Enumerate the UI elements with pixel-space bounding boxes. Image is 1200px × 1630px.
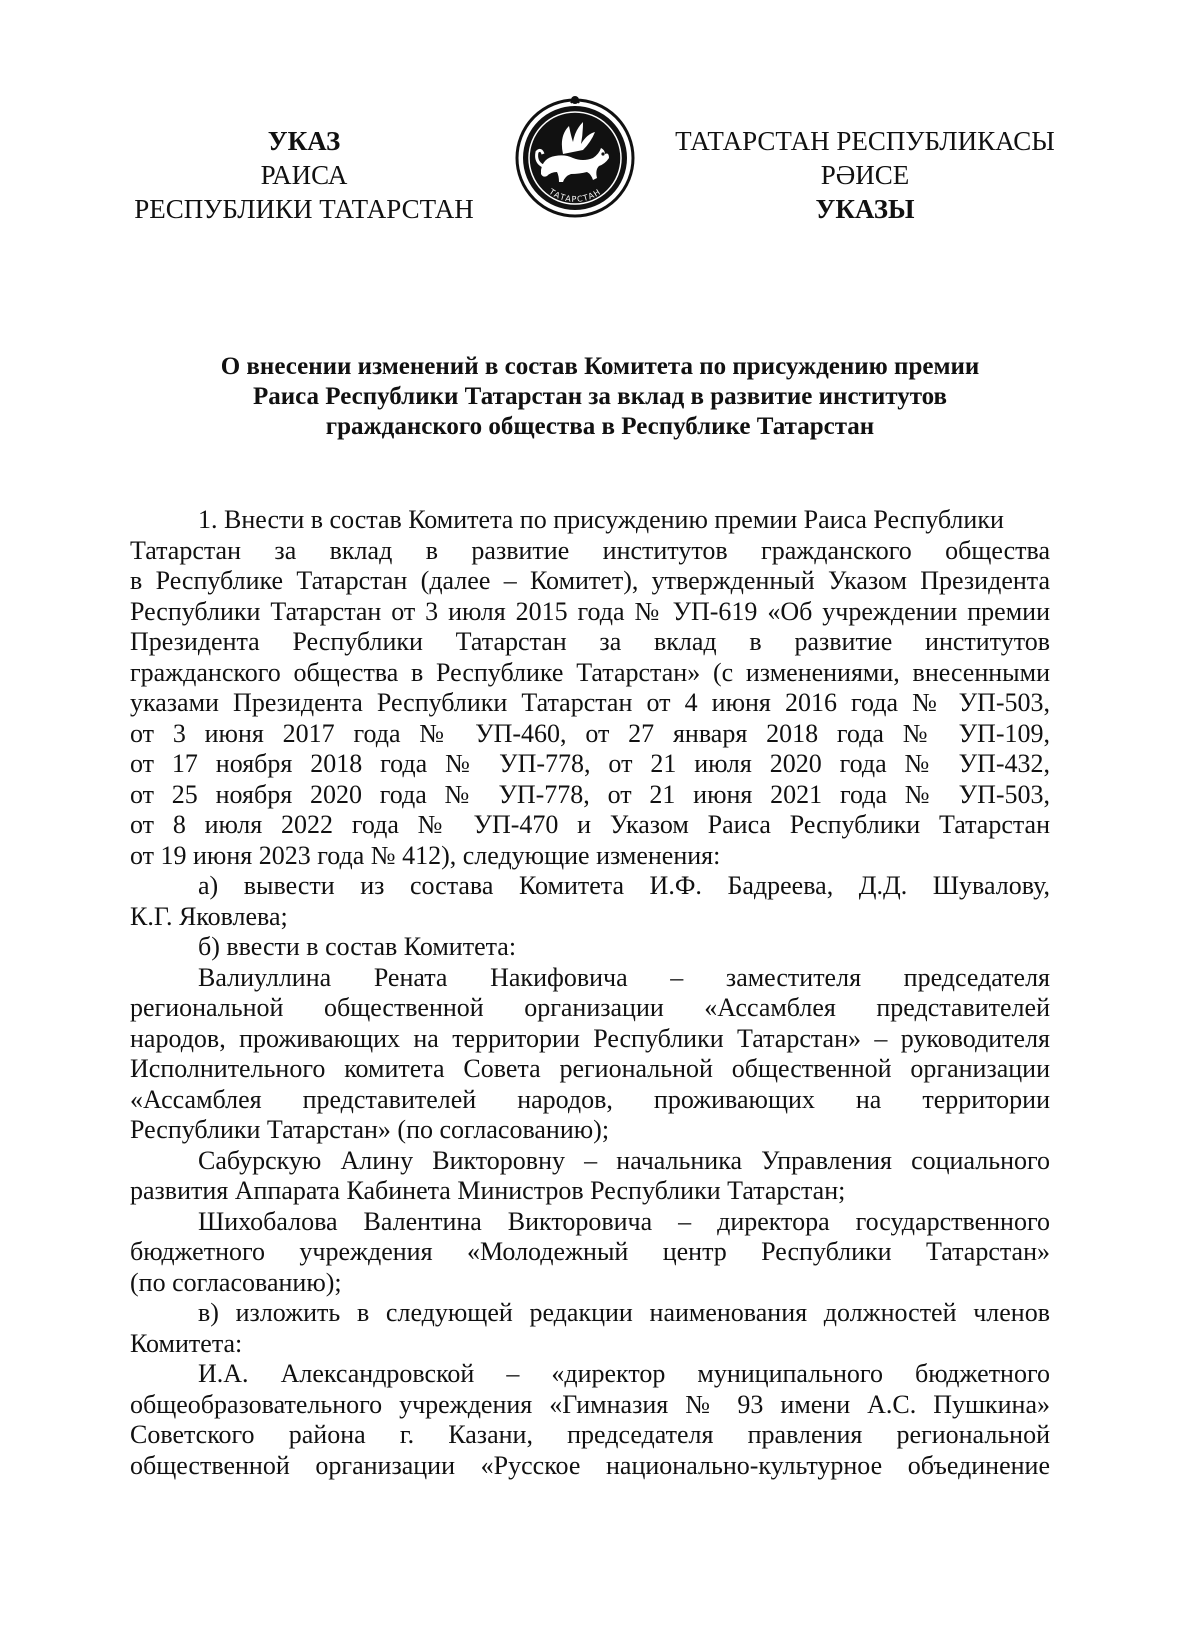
body-line: «Ассамблея представителей народов, проживающих на территории [130, 1084, 1050, 1114]
body-line: К.Г. Яковлева; [130, 901, 288, 931]
header-right-line-2: РӘИСЕ [820, 160, 910, 190]
header-left-line-2: РАИСА [260, 160, 348, 190]
header-left-block [120, 124, 488, 226]
body-line: бюджетного учреждения «Молодежный центр Республики Татарстан» [130, 1237, 1050, 1266]
body-line: а) вывести из состава Комитета И.Ф. Бадреева, Д.Д. Шувалову, [198, 871, 1050, 900]
body-line: Татарстан за вклад в развитие институтов гражданского общества [130, 535, 1050, 565]
body-line: общеобразовательного учреждения «Гимназия № 93 имени А.С. Пушкина» [130, 1389, 1050, 1419]
emblem-arc-text: ТАТАРСТАН [547, 187, 603, 204]
body-line: от 8 июля 2022 года № УП-470 и Указом Раиса Республики Татарстан [130, 810, 1050, 839]
body-line: от 17 ноября 2018 года № УП-778, от 21 июля 2020 года № УП-432, [130, 749, 1050, 778]
body-line: Исполнительного комитета Совета региональной общественной организации [130, 1054, 1050, 1083]
header-right-block [650, 124, 1080, 226]
body-line: б) ввести в состав Комитета: [198, 932, 517, 961]
body-line: Сабурскую Алину Викторовну – начальника Управления социального [198, 1145, 1050, 1175]
body-line: от 3 июня 2017 года № УП-460, от 27 января 2018 года № УП-109, [130, 718, 1050, 748]
body-line: региональной общественной организации «Ассамблея представителей [130, 993, 1050, 1022]
body-line: Республики Татарстан от 3 июля 2015 года № УП-619 «Об учреждении премии [130, 596, 1050, 626]
header-right-line-3: УКАЗЫ [815, 194, 915, 224]
body-line: И.А. Александровской – «директор муниципального бюджетного [198, 1359, 1050, 1388]
tatarstan-emblem-icon [513, 96, 637, 220]
body-line: Президента Республики Татарстан за вклад в развитие институтов [130, 627, 1050, 656]
document-title [130, 352, 1070, 442]
body-line: (по согласованию); [130, 1267, 342, 1297]
title-line: О внесении изменений в состав Комитета по присуждению премии [220, 353, 980, 380]
header-right-line-1: ТАТАРСТАН РЕСПУБЛИКАСЫ [675, 126, 1055, 156]
header-left-line-3: РЕСПУБЛИКИ ТАТАРСТАН [134, 194, 474, 224]
body-line: народов, проживающих на территории Республики Татарстан» – руководителя [130, 1023, 1050, 1053]
body-line: в) изложить в следующей редакции наименования должностей членов [198, 1298, 1050, 1327]
body-line: гражданского общества в Республике Татарстан» (с изменениями, внесенными [130, 657, 1050, 687]
body-line: Комитета: [130, 1328, 243, 1358]
body-line: общественной организации «Русское национально-культурное объединение [130, 1450, 1050, 1480]
document-body [130, 505, 1050, 1481]
title-line: Раиса Республики Татарстан за вклад в развитие институтов [252, 383, 948, 410]
body-line: Валиуллина Рената Накифовича – заместителя председателя [198, 962, 1050, 992]
title-line: гражданского общества в Республике Татарстан [325, 413, 875, 440]
body-line: развития Аппарата Кабинета Министров Республики Татарстан; [130, 1176, 846, 1205]
body-line: от 19 июня 2023 года № 412), следующие изменения: [130, 840, 721, 870]
body-line: Советского района г. Казани, председателя правления региональной [130, 1420, 1050, 1449]
body-line: 1. Внести в состав Комитета по присуждению премии Раиса Республики [198, 505, 1004, 534]
body-line: от 25 ноября 2020 года № УП-778, от 21 июня 2021 года № УП-503, [130, 779, 1050, 809]
body-line: указами Президента Республики Татарстан от 4 июня 2016 года № УП-503, [130, 688, 1050, 717]
body-line: в Республике Татарстан (далее – Комитет), утвержденный Указом Президента [130, 566, 1050, 595]
body-line: Шихобалова Валентина Викторовича – директора государственного [198, 1206, 1050, 1236]
body-line: Республики Татарстан» (по согласованию); [130, 1115, 610, 1144]
header-left-line-1: УКАЗ [267, 126, 341, 156]
